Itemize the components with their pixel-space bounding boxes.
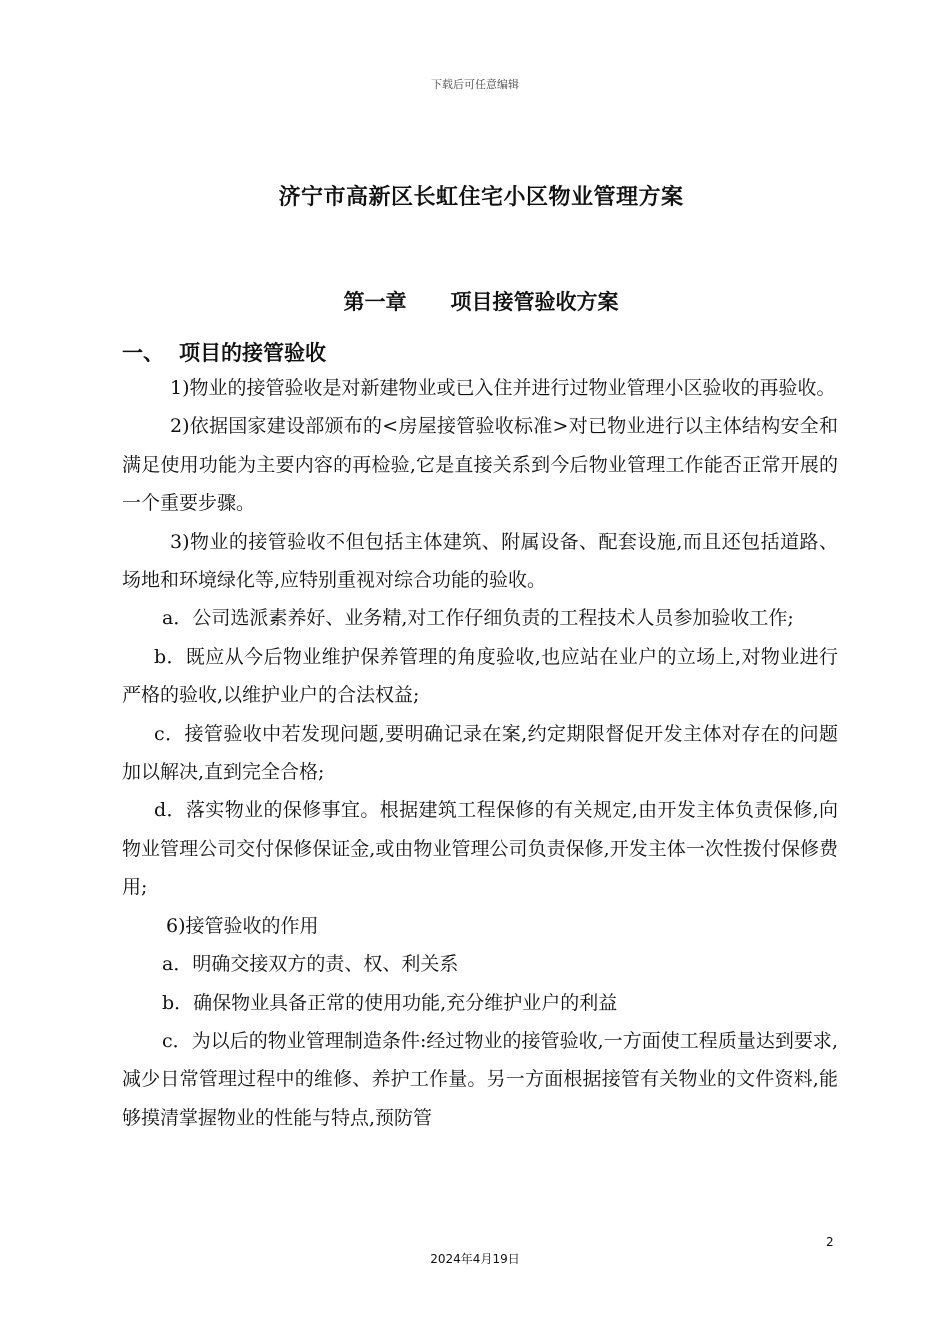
paragraph: b．既应从今后物业维护保养管理的角度验收,也应站在业户的立场上,对物业进行严格的验收,以维护业户的合法权益; (122, 645, 838, 707)
section-heading (122, 337, 326, 367)
footer-date: 2024年4月19日 (430, 1252, 520, 1266)
paragraph: c．接管验收中若发现问题,要明确记录在案,约定期限督促开发主体对存在的问题加以解决,直到完全合格; (122, 722, 838, 784)
chapter-heading (0, 286, 950, 316)
paragraph: 2)依据国家建设部颁布的<房屋接管验收标准>对已物业进行以主体结构安全和满足使用功能为主要内容的再检验,它是直接关系到今后物业管理工作能否正常开展的一个重要步骤。 (122, 415, 838, 515)
section-number: 一、 (122, 340, 164, 365)
document-title: 济宁市高新区长虹住宅小区物业管理方案 (278, 184, 684, 210)
paragraph: 6)接管验收的作用 (166, 914, 319, 937)
paragraph: d．落实物业的保修事宜。根据建筑工程保修的有关规定,由开发主体负责保修,向物业管理公司交付保修保证金,或由物业管理公司负责保修,开发主体一次性拨付保修费用; (122, 799, 838, 899)
paragraph: 3)物业的接管验收不但包括主体建筑、附属设备、配套设施,而且还包括道路、场地和环境绿化等,应特别重视对综合功能的验收。 (122, 530, 838, 592)
chapter-title: 项目接管验收方案 (450, 289, 619, 314)
paragraph: 1)物业的接管验收是对新建物业或已入住并进行过物业管理小区验收的再验收。 (170, 377, 836, 399)
section-title: 项目的接管验收 (179, 340, 326, 365)
paragraph: a．明确交接双方的责、权、利关系 (162, 953, 459, 976)
page-number: 2 (826, 1235, 834, 1249)
paragraph: b．确保物业具备正常的使用功能,充分维护业户的利益 (162, 991, 618, 1014)
paragraph: c．为以后的物业管理制造条件:经过物业的接管验收,一方面使工程质量达到要求,减少日常管理过程中的维修、养护工作量。另一方面根据接管有关物业的文件资料,能够摸清掌握物业的性能与特点,预防管 (122, 1029, 838, 1129)
body-text (122, 369, 838, 1137)
page-header: 下载后可任意编辑 (431, 78, 519, 91)
paragraph: a．公司选派素养好、业务精,对工作仔细负责的工程技术人员参加验收工作; (162, 607, 794, 630)
chapter-label: 第一章 (343, 289, 407, 314)
